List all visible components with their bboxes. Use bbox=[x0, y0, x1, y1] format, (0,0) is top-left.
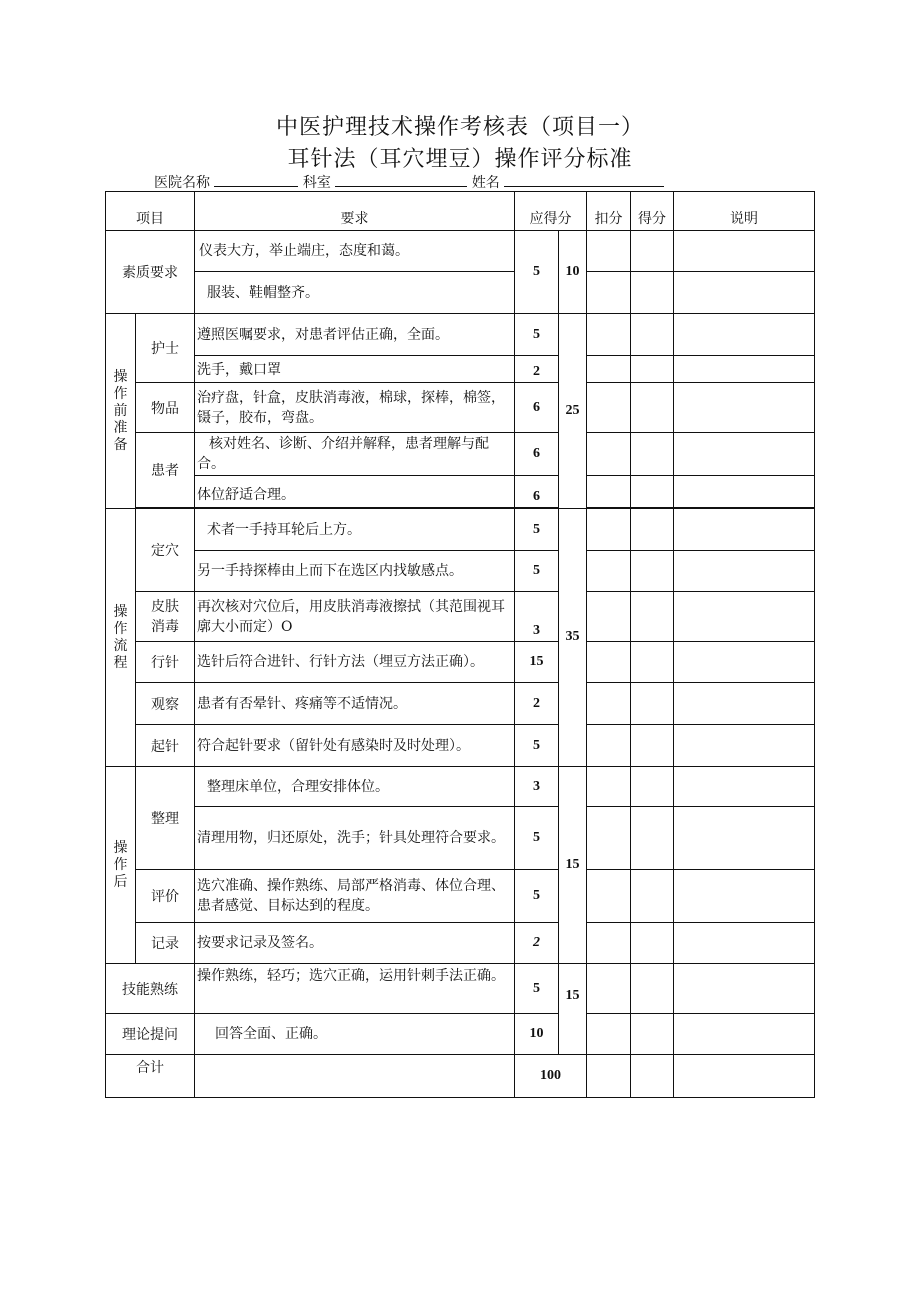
items-label: 物品 bbox=[136, 383, 195, 433]
deduct-cell[interactable] bbox=[587, 383, 631, 433]
hospital-label: 医院名称 bbox=[154, 175, 210, 191]
table-row bbox=[106, 356, 815, 383]
record-label: 记录 bbox=[136, 923, 195, 964]
table-row bbox=[106, 870, 815, 923]
table-row bbox=[106, 923, 815, 964]
get-cell[interactable] bbox=[631, 433, 674, 476]
skill-score: 5 bbox=[515, 964, 559, 1014]
record-score: 2 bbox=[515, 923, 559, 964]
form-subtitle: 耳针法（耳穴埋豆）操作评分标准 bbox=[287, 147, 633, 172]
get-cell[interactable] bbox=[631, 1055, 674, 1098]
tidy-label: 整理 bbox=[136, 767, 195, 870]
needle-label: 行针 bbox=[136, 642, 195, 683]
note-cell[interactable] bbox=[674, 592, 815, 642]
record-req: 按要求记录及签名。 bbox=[195, 923, 515, 964]
get-cell[interactable] bbox=[631, 1014, 674, 1055]
patient-req1: 核对姓名、诊断、介绍并解释，患者理解与配合。 bbox=[195, 433, 515, 476]
deduct-cell[interactable] bbox=[587, 725, 631, 767]
quality-subtotal: 10 bbox=[559, 231, 587, 314]
note-cell[interactable] bbox=[674, 551, 815, 592]
observe-score: 2 bbox=[515, 683, 559, 725]
locate-score1: 5 bbox=[515, 509, 559, 551]
info-line bbox=[154, 172, 664, 192]
quality-req1: 仪表大方，举止端庄，态度和蔼。 bbox=[195, 231, 515, 272]
note-cell[interactable] bbox=[674, 725, 815, 767]
theory-label: 理论提问 bbox=[106, 1014, 195, 1055]
nurse-req1: 遵照医嘱要求，对患者评估正确，全面。 bbox=[195, 314, 515, 356]
get-cell[interactable] bbox=[631, 383, 674, 433]
table-row bbox=[106, 551, 815, 592]
table-row bbox=[106, 767, 815, 807]
note-cell[interactable] bbox=[674, 433, 815, 476]
total-row bbox=[106, 1055, 815, 1098]
table-row bbox=[106, 314, 815, 356]
evaluate-score: 5 bbox=[515, 870, 559, 923]
header-item: 项目 bbox=[106, 192, 195, 231]
prep-subtotal: 25 bbox=[559, 314, 587, 509]
get-cell[interactable] bbox=[631, 725, 674, 767]
deduct-cell[interactable] bbox=[587, 1055, 631, 1098]
note-cell[interactable] bbox=[674, 870, 815, 923]
dept-label: 科室 bbox=[302, 175, 331, 191]
skill-req: 操作熟练，轻巧；选穴正确，运用针刺手法正确。 bbox=[195, 964, 515, 1014]
disinfect-label: 皮肤 消毒 bbox=[136, 592, 195, 642]
table-row bbox=[106, 383, 815, 433]
deduct-cell[interactable] bbox=[587, 807, 631, 870]
observe-req: 患者有否晕针、疼痛等不适情况。 bbox=[195, 683, 515, 725]
tidy-req2: 清理用物，归还原处，洗手；针具处理符合要求。 bbox=[195, 807, 515, 870]
total-score: 100 bbox=[515, 1055, 587, 1098]
withdraw-req: 符合起针要求（留针处有感染时及时处理）。 bbox=[195, 725, 515, 767]
tidy-score1: 3 bbox=[515, 767, 559, 807]
table-row bbox=[106, 231, 815, 272]
total-label: 合计 bbox=[106, 1055, 195, 1098]
get-cell[interactable] bbox=[631, 964, 674, 1014]
score-table bbox=[105, 191, 815, 1098]
get-cell[interactable] bbox=[631, 923, 674, 964]
deduct-cell[interactable] bbox=[587, 476, 631, 508]
after-subtotal: 15 bbox=[559, 767, 587, 964]
after-label: 操 作 后 bbox=[106, 767, 136, 964]
deduct-cell[interactable] bbox=[587, 433, 631, 476]
note-cell[interactable] bbox=[674, 509, 815, 551]
quality-req2: 服装、鞋帽整齐。 bbox=[195, 272, 515, 314]
get-cell[interactable] bbox=[631, 870, 674, 923]
table-row bbox=[106, 683, 815, 725]
note-cell[interactable] bbox=[674, 923, 815, 964]
disinfect-score: 3 bbox=[515, 592, 559, 642]
get-cell[interactable] bbox=[631, 356, 674, 383]
needle-score: 15 bbox=[515, 642, 559, 683]
process-subtotal: 35 bbox=[559, 509, 587, 767]
header-row bbox=[106, 192, 815, 231]
table-row bbox=[106, 642, 815, 683]
note-cell[interactable] bbox=[674, 272, 815, 314]
table-row bbox=[106, 1014, 815, 1055]
locate-req1: 术者一手持耳轮后上方。 bbox=[195, 509, 515, 551]
get-cell[interactable] bbox=[631, 509, 674, 551]
get-cell[interactable] bbox=[631, 231, 674, 272]
patient-req2: 体位舒适合理。 bbox=[195, 476, 515, 508]
name-blank[interactable] bbox=[504, 172, 664, 187]
table-row bbox=[106, 272, 815, 314]
skill-label: 技能熟练 bbox=[106, 964, 195, 1014]
form-title: 中医护理技术操作考核表（项目一） bbox=[275, 115, 644, 140]
withdraw-label: 起针 bbox=[136, 725, 195, 767]
header-score: 应得分 bbox=[515, 192, 587, 231]
get-cell[interactable] bbox=[631, 683, 674, 725]
note-cell[interactable] bbox=[674, 476, 815, 508]
total-req-cell bbox=[195, 1055, 515, 1098]
table-row bbox=[106, 476, 815, 508]
get-cell[interactable] bbox=[631, 551, 674, 592]
needle-req: 选针后符合进针、行针方法（埋豆方法正确）。 bbox=[195, 642, 515, 683]
table-row bbox=[106, 509, 815, 551]
nurse-score1: 5 bbox=[515, 314, 559, 356]
evaluate-req: 选穴准确、操作熟练、局部严格消毒、体位合理、患者感觉、目标达到的程度。 bbox=[195, 870, 515, 923]
nurse-label: 护士 bbox=[136, 314, 195, 383]
process-label: 操 作 流 程 bbox=[106, 509, 136, 767]
note-cell[interactable] bbox=[674, 683, 815, 725]
table-row bbox=[106, 964, 815, 1014]
items-req: 治疗盘，针盒，皮肤消毒液，棉球，探棒，棉签，镊子，胶布，弯盘。 bbox=[195, 383, 515, 433]
deduct-cell[interactable] bbox=[587, 870, 631, 923]
locate-label: 定穴 bbox=[136, 509, 195, 592]
deduct-cell[interactable] bbox=[587, 683, 631, 725]
deduct-cell[interactable] bbox=[587, 923, 631, 964]
get-cell[interactable] bbox=[631, 272, 674, 314]
note-cell[interactable] bbox=[674, 807, 815, 870]
deduct-cell[interactable] bbox=[587, 356, 631, 383]
note-cell[interactable] bbox=[674, 964, 815, 1014]
skill-theory-subtotal: 15 bbox=[559, 964, 587, 1055]
table-row bbox=[106, 592, 815, 642]
withdraw-score: 5 bbox=[515, 725, 559, 767]
nurse-score2: 2 bbox=[515, 356, 559, 383]
deduct-cell[interactable] bbox=[587, 314, 631, 356]
deduct-cell[interactable] bbox=[587, 964, 631, 1014]
table-row bbox=[106, 433, 815, 476]
prep-label: 操 作 前 准 备 bbox=[106, 314, 136, 509]
header-requirement: 要求 bbox=[195, 192, 515, 231]
deduct-cell[interactable] bbox=[587, 592, 631, 642]
note-cell[interactable] bbox=[674, 356, 815, 383]
get-cell[interactable] bbox=[631, 592, 674, 642]
deduct-cell[interactable] bbox=[587, 272, 631, 314]
note-cell[interactable] bbox=[674, 383, 815, 433]
get-cell[interactable] bbox=[631, 642, 674, 683]
header-note: 说明 bbox=[674, 192, 815, 231]
deduct-cell[interactable] bbox=[587, 1014, 631, 1055]
dept-blank[interactable] bbox=[335, 172, 467, 187]
locate-score2: 5 bbox=[515, 551, 559, 592]
hospital-blank[interactable] bbox=[214, 172, 298, 187]
note-cell[interactable] bbox=[674, 231, 815, 272]
note-cell[interactable] bbox=[674, 1055, 815, 1098]
deduct-cell[interactable] bbox=[587, 642, 631, 683]
header-deduct: 扣分 bbox=[587, 192, 631, 231]
locate-req2: 另一手持探棒由上而下在选区内找敏感点。 bbox=[195, 551, 515, 592]
theory-req: 回答全面、正确。 bbox=[195, 1014, 515, 1055]
disinfect-req: 再次核对穴位后，用皮肤消毒液擦拭（其范围视耳廓大小而定）O bbox=[195, 592, 515, 642]
table-row bbox=[106, 807, 815, 870]
nurse-req2: 洗手，戴口罩 bbox=[195, 356, 515, 383]
note-cell[interactable] bbox=[674, 767, 815, 807]
evaluate-label: 评价 bbox=[136, 870, 195, 923]
deduct-cell[interactable] bbox=[587, 767, 631, 807]
deduct-cell[interactable] bbox=[587, 509, 631, 551]
get-cell[interactable] bbox=[631, 767, 674, 807]
observe-label: 观察 bbox=[136, 683, 195, 725]
get-cell[interactable] bbox=[631, 807, 674, 870]
note-cell[interactable] bbox=[674, 642, 815, 683]
note-cell[interactable] bbox=[674, 1014, 815, 1055]
theory-score: 10 bbox=[515, 1014, 559, 1055]
patient-score2: 6 bbox=[515, 476, 559, 508]
deduct-cell[interactable] bbox=[587, 231, 631, 272]
patient-score1: 6 bbox=[515, 433, 559, 476]
quality-label: 素质要求 bbox=[106, 231, 195, 314]
header-get: 得分 bbox=[631, 192, 674, 231]
get-cell[interactable] bbox=[631, 476, 674, 508]
note-cell[interactable] bbox=[674, 314, 815, 356]
quality-score: 5 bbox=[515, 231, 559, 314]
name-label: 姓名 bbox=[471, 175, 500, 191]
tidy-req1: 整理床单位，合理安排体位。 bbox=[195, 767, 515, 807]
deduct-cell[interactable] bbox=[587, 551, 631, 592]
tidy-score2: 5 bbox=[515, 807, 559, 870]
items-score: 6 bbox=[515, 383, 559, 433]
patient-label: 患者 bbox=[136, 433, 195, 508]
table-row bbox=[106, 725, 815, 767]
get-cell[interactable] bbox=[631, 314, 674, 356]
